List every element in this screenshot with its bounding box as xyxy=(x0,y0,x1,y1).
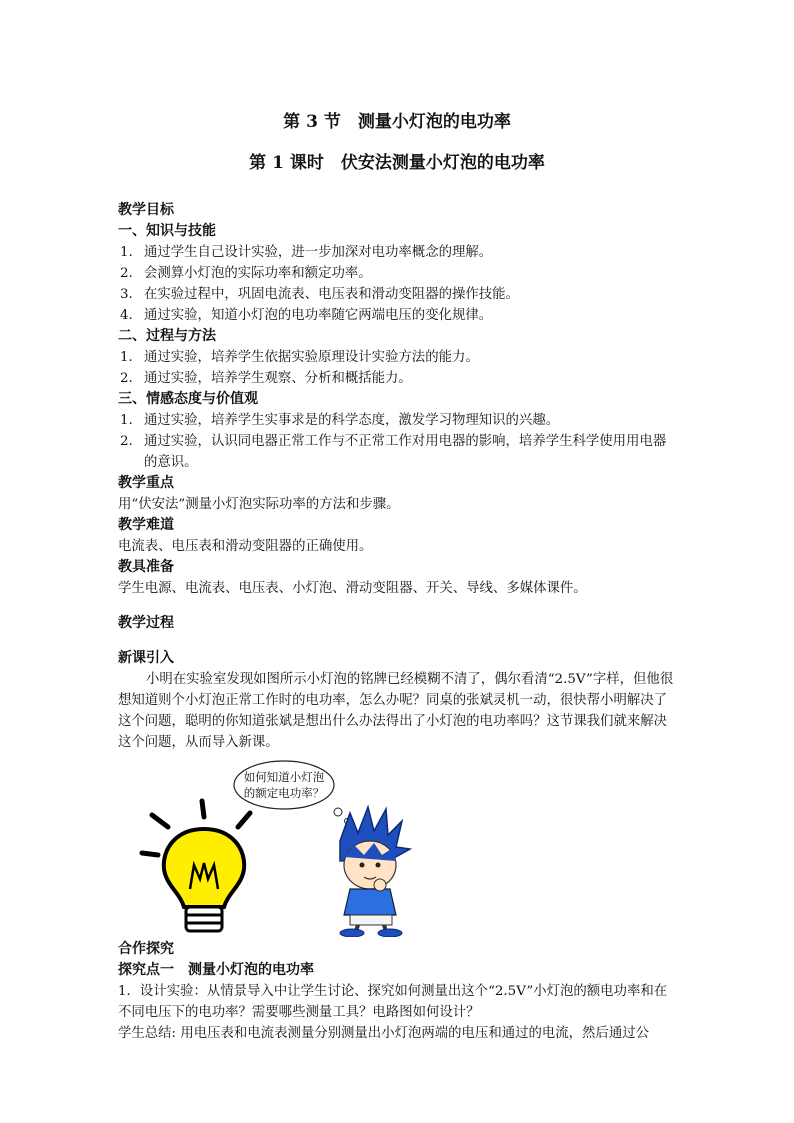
list-item xyxy=(118,431,678,473)
bubble-line-1: 如何知道小灯泡 xyxy=(243,770,325,784)
list-text: 通过实验，知道小灯泡的电功率随它两端电压的变化规律。 xyxy=(144,308,493,323)
list-number: 3. xyxy=(120,287,133,302)
difficulties-text: 电流表、电压表和滑动变阻器的正确使用。 xyxy=(118,539,373,554)
lesson-title: 第 1 课时 伏安法测量小灯泡的电功率 xyxy=(249,153,545,173)
inquiry-heading: 合作探究 xyxy=(118,941,174,957)
list-text: 通过实验，培养学生观察、分析和概括能力。 xyxy=(144,371,412,386)
list-item xyxy=(118,368,678,389)
list-text: 通过实验，培养学生实事求是的科学态度，激发学习物理知识的兴趣。 xyxy=(144,413,560,428)
list-number: 1. xyxy=(120,413,133,428)
intro-paragraph: 小明在实验室发现如图所示小灯泡的铭牌已经模糊不清了，偶尔看清“2.5V”字样，但他很想知道则个小灯泡正常工作时的电功率，怎么办呢？同桌的张斌灵机一动，很快帮小明解决了这个问题，聪明的你知道张斌是想出什么办法得出了小灯泡的电功率吗？这节课我们就来解决这个问题，从而导入新课。 xyxy=(118,672,674,750)
list-number: 4. xyxy=(120,308,133,323)
goals-heading: 教学目标 xyxy=(118,202,174,218)
light-bulb-icon xyxy=(142,801,250,931)
process-method-heading: 二、过程与方法 xyxy=(118,328,216,344)
list-number: 1. xyxy=(120,350,133,365)
key-points-heading: 教学重点 xyxy=(118,475,174,491)
list-text: 在实验过程中，巩固电流表、电压表和滑动变阻器的操作技能。 xyxy=(144,287,519,302)
list-item xyxy=(118,410,678,431)
thinking-boy-icon xyxy=(340,807,410,937)
key-points-text: 用“伏安法”测量小灯泡实际功率的方法和步骤。 xyxy=(118,497,400,512)
list-text: 通过实验，培养学生依据实验原理设计实验方法的能力。 xyxy=(144,350,479,365)
attitude-heading: 三、情感态度与价值观 xyxy=(118,391,258,407)
list-text: 通过学生自己设计实验，进一步加深对电功率概念的理解。 xyxy=(144,245,493,260)
list-item xyxy=(118,347,678,368)
teaching-process-heading: 教学过程 xyxy=(118,615,174,631)
illustration xyxy=(118,757,678,937)
list-item xyxy=(118,263,678,284)
list-number: 2. xyxy=(120,266,133,281)
list-item xyxy=(118,284,678,305)
inquiry-item-1: 1．设计实验：从情景导入中让学生讨论、探究如何测量出这个“2.5V”小灯泡的额电功率和在不同电压下的电功率？需要哪些测量工具？电路图如何设计？ xyxy=(118,984,668,1020)
student-summary: 学生总结: 用电压表和电流表测量分别测量出小灯泡两端的电压和通过的电流，然后通过公 xyxy=(118,1026,649,1041)
list-text: 会测算小灯泡的实际功率和额定功率。 xyxy=(144,266,372,281)
list-number: 2. xyxy=(120,371,133,386)
list-number: 2. xyxy=(120,434,133,449)
tools-heading: 教具准备 xyxy=(118,559,174,575)
intro-heading: 新课引入 xyxy=(118,650,174,666)
list-item xyxy=(118,305,678,326)
lesson-content xyxy=(118,200,678,1044)
bubble-line-2: 的额定电功率？ xyxy=(243,786,325,800)
list-text: 通过实验，认识同电器正常工作与不正常工作对用电器的影响，培养学生科学使用用电器的意识。 xyxy=(144,434,667,470)
section-title: 第 3 节 测量小灯泡的电功率 xyxy=(283,112,511,132)
knowledge-heading: 一、知识与技能 xyxy=(118,223,216,239)
illustration-svg xyxy=(118,757,678,937)
tools-text: 学生电源、电流表、电压表、小灯泡、滑动变阻器、开关、导线、多媒体课件。 xyxy=(118,581,587,596)
inquiry-point-heading: 探究点一 测量小灯泡的电功率 xyxy=(118,962,314,978)
difficulties-heading: 教学难道 xyxy=(118,517,174,533)
list-item xyxy=(118,242,678,263)
list-number: 1. xyxy=(120,245,133,260)
